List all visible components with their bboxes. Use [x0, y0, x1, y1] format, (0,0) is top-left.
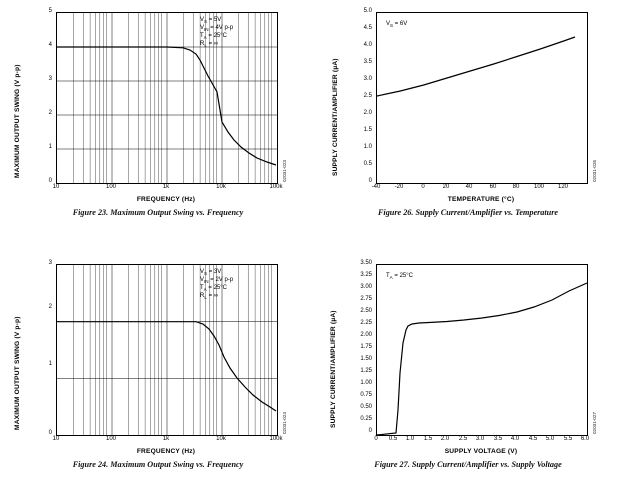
fig27-plot-svg — [377, 265, 587, 435]
fig26-xtick-4: 40 — [465, 184, 473, 190]
fig27-xtick-10: 5.0 — [545, 436, 555, 442]
fig26-ytick-0: 0 — [368, 178, 372, 184]
fig23-annotation-3: $R_L$ = ∞ — [200, 41, 219, 49]
fig24-caption: Figure 24. Maximum Output Swing vs. Frequency — [72, 460, 244, 469]
fig26-annotation-0: $V_S = 6V$ — [386, 21, 408, 29]
fig26-ytick-4: 2.0 — [363, 110, 372, 116]
fig27-ytick-6: 1.50 — [360, 356, 372, 362]
fig27-ytick-10: 2.50 — [360, 308, 372, 314]
fig27-xtick-11: 5.5 — [563, 436, 573, 442]
fig23-ytick-1: 1 — [48, 144, 52, 150]
fig27-ytick-14: 3.50 — [360, 260, 372, 266]
fig26-ytick-7: 3.5 — [363, 59, 372, 65]
fig26-ytick-3: 1.5 — [363, 127, 372, 133]
fig27-ytick-5: 1.25 — [360, 368, 372, 374]
fig23-ytick-5: 5 — [48, 8, 52, 14]
fig23-ytick-3: 3 — [48, 76, 52, 82]
fig26-xtick-2: 0 — [421, 184, 425, 190]
fig24-annotation-1: $V_{IN} = 2V$ p-p — [200, 277, 234, 285]
fig26-xtick-3: 20 — [442, 184, 450, 190]
figure-26 — [310, 0, 620, 230]
fig23-annotation-2: $T_A = 25^\circ C$ — [200, 33, 227, 41]
fig23-y-axis-title: MAXIMUM OUTPUT SWING (V p-p) — [14, 64, 21, 178]
fig26-xtick-1: -20 — [394, 184, 404, 190]
fig24-doc-code: 02031-024 — [282, 412, 287, 434]
fig23-xtick-1k: 1k — [162, 184, 170, 190]
fig24-ytick-2: 2 — [48, 304, 52, 310]
fig23-doc-code: 02031-023 — [282, 160, 287, 182]
fig27-xtick-12: 6.0 — [580, 436, 590, 442]
fig26-plot-area — [376, 12, 588, 184]
figure-23 — [0, 0, 310, 230]
fig27-ytick-3: 0.75 — [360, 392, 372, 398]
fig24-plot-area — [56, 264, 278, 436]
fig24-xtick-10: 10 — [52, 436, 60, 442]
fig24-xtick-10k: 10k — [216, 436, 226, 442]
fig27-doc-code: 02031-027 — [592, 412, 597, 434]
fig24-xtick-100k: 100k — [269, 436, 283, 442]
fig24-ytick-1: 1 — [48, 361, 52, 367]
fig23-x-axis-title: FREQUENCY (Hz) — [136, 196, 196, 203]
fig27-xtick-6: 3.0 — [475, 436, 485, 442]
fig24-ytick-0: 0 — [48, 430, 52, 436]
fig23-ytick-0: 0 — [48, 178, 52, 184]
fig24-xtick-1k: 1k — [162, 436, 170, 442]
fig27-ytick-1: 0.25 — [360, 416, 372, 422]
fig24-xtick-100: 100 — [105, 436, 116, 442]
figure-27 — [310, 252, 620, 482]
fig27-xtick-9: 4.5 — [528, 436, 538, 442]
fig27-xtick-8: 4.0 — [510, 436, 520, 442]
fig27-ytick-0: 0 — [368, 428, 372, 434]
fig27-ytick-8: 2.00 — [360, 332, 372, 338]
fig24-annotation-3: $R_L$ = ∞ — [200, 293, 219, 301]
fig27-ytick-12: 3.00 — [360, 284, 372, 290]
fig27-xtick-0: 0 — [374, 436, 378, 442]
fig27-plot-area — [376, 264, 588, 436]
fig26-xtick-7: 100 — [533, 184, 544, 190]
fig23-annotation-1: $V_{IN} = 4V$ p-p — [200, 25, 234, 33]
fig23-xtick-100: 100 — [105, 184, 116, 190]
fig27-xtick-2: 1.0 — [405, 436, 415, 442]
fig27-x-axis-title: SUPPLY VOLTAGE (V) — [444, 448, 518, 455]
fig24-annotation-2: $T_A = 25^\circ C$ — [200, 285, 227, 293]
fig27-ytick-13: 3.25 — [360, 272, 372, 278]
fig27-xtick-3: 1.5 — [423, 436, 433, 442]
fig26-ytick-5: 2.5 — [363, 93, 372, 99]
fig24-y-axis-title: MAXIMUM OUTPUT SWING (V p-p) — [14, 316, 21, 430]
fig23-ytick-2: 2 — [48, 110, 52, 116]
fig23-caption: Figure 23. Maximum Output Swing vs. Frequency — [72, 208, 244, 217]
fig27-annotation-0: $T_A = 25^\circ C$ — [386, 273, 413, 281]
figure-24 — [0, 252, 310, 482]
fig23-xtick-10k: 10k — [216, 184, 226, 190]
fig27-ytick-7: 1.75 — [360, 344, 372, 350]
fig27-ytick-9: 2.25 — [360, 320, 372, 326]
fig23-annotation-0: $V_S = 5V$ — [200, 17, 222, 25]
fig23-ytick-4: 4 — [48, 42, 52, 48]
fig27-y-axis-title: SUPPLY CURRENT/AMPLIFIER (µA) — [330, 310, 337, 428]
fig27-caption: Figure 27. Supply Current/Amplifier vs. Supply Voltage — [374, 460, 562, 469]
fig27-ytick-4: 1.00 — [360, 380, 372, 386]
fig23-plot-svg — [57, 13, 277, 183]
fig23-xtick-100k: 100k — [269, 184, 283, 190]
fig24-annotation-0: $V_S = 3V$ — [200, 269, 222, 277]
fig27-xtick-7: 3.5 — [493, 436, 503, 442]
fig23-xtick-10: 10 — [52, 184, 60, 190]
fig26-plot-svg — [377, 13, 587, 183]
fig23-plot-area — [56, 12, 278, 184]
fig26-ytick-10: 5.0 — [363, 8, 372, 14]
fig26-xtick-6: 80 — [512, 184, 520, 190]
fig26-ytick-9: 4.5 — [363, 25, 372, 31]
fig26-xtick-8: 120 — [557, 184, 568, 190]
fig26-ytick-6: 3.0 — [363, 76, 372, 82]
fig27-xtick-4: 2.0 — [440, 436, 450, 442]
fig24-x-axis-title: FREQUENCY (Hz) — [136, 448, 196, 455]
fig26-ytick-2: 1.0 — [363, 144, 372, 150]
fig24-plot-svg — [57, 265, 277, 435]
fig26-ytick-8: 4.0 — [363, 42, 372, 48]
fig27-xtick-1: 0.5 — [388, 436, 398, 442]
fig26-xtick-0: -40 — [371, 184, 381, 190]
fig24-ytick-3: 3 — [48, 260, 52, 266]
fig26-x-axis-title: TEMPERATURE (°C) — [447, 196, 515, 203]
fig26-caption: Figure 26. Supply Current/Amplifier vs. Temperature — [377, 208, 559, 217]
fig26-y-axis-title: SUPPLY CURRENT/AMPLIFIER (µA) — [332, 58, 339, 176]
fig27-ytick-2: 0.50 — [360, 404, 372, 410]
fig26-ytick-1: 0.5 — [363, 161, 372, 167]
fig26-doc-code: 02031-026 — [592, 160, 597, 182]
fig26-xtick-5: 60 — [489, 184, 497, 190]
fig27-xtick-5: 2.5 — [458, 436, 468, 442]
fig27-ytick-11: 2.75 — [360, 296, 372, 302]
